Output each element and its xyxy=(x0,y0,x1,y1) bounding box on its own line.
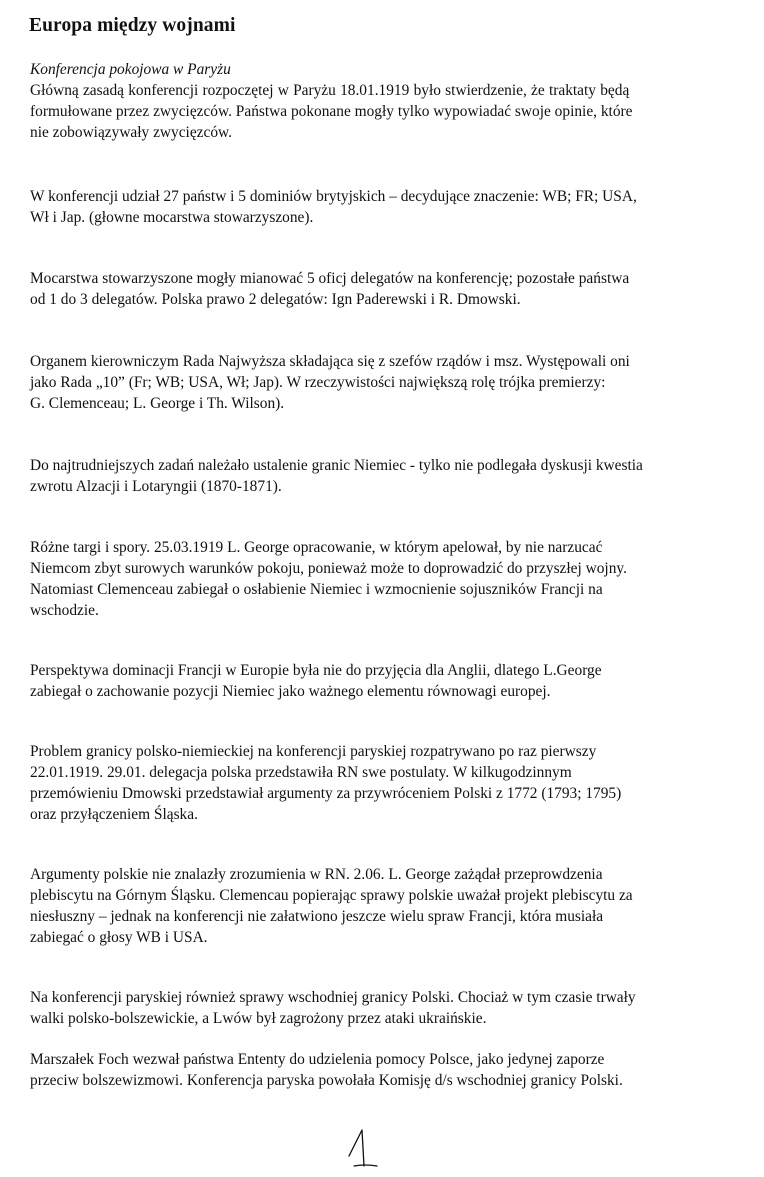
section-title: Konferencja pokojowa w Paryżu xyxy=(30,61,231,78)
paragraph xyxy=(30,741,750,825)
text-line: Wł i Jap. (głowne mocarstwa stowarzyszone). xyxy=(30,209,314,226)
text-line: Organem kierowniczym Rada Najwyższa składająca się z szefów rządów i msz. Występowali oni xyxy=(30,353,630,370)
text-line: wschodzie. xyxy=(30,602,99,619)
paragraph xyxy=(30,864,750,948)
text-line: Natomiast Clemenceau zabiegał o osłabienie Niemiec i wzmocnienie sojuszników Francji na xyxy=(30,581,603,598)
handwritten-page-number-glyph xyxy=(343,1126,383,1172)
text-line: formułowane przez zwycięzców. Państwa pokonane mogły tylko wypowiadać swoje opinie, które xyxy=(30,103,633,120)
text-line: 22.01.1919. 29.01. delegacja polska przedstawiła RN swe postulaty. W kilkugodzinnym xyxy=(30,764,572,781)
text-line: zwrotu Alzacji i Lotaryngii (1870-1871). xyxy=(30,478,282,495)
document-title: Europa między wojnami xyxy=(29,15,236,36)
text-line: walki polsko-bolszewickie, a Lwów był zagrożony przez ataki ukraińskie. xyxy=(30,1010,487,1027)
text-line: nie zobowiązywały zwycięzców. xyxy=(30,124,232,141)
paragraph xyxy=(30,1049,750,1091)
text-line: przemówieniu Dmowski przedstawiał argumenty za przywróceniem Polski z 1772 (1793; 1795) xyxy=(30,785,622,802)
text-line: plebiscytu na Górnym Śląsku. Clemencau popierając sprawy polskie uważał projekt plebiscytu za xyxy=(30,887,633,904)
paragraph xyxy=(30,80,750,143)
text-line: Niemcom zbyt surowych warunków pokoju, ponieważ może to doprowadzić do przyszłej wojny. xyxy=(30,560,627,577)
text-line: Główną zasadą konferencji rozpoczętej w Paryżu 18.01.1919 było stwierdzenie, że traktaty będą xyxy=(30,82,630,99)
text-line: niesłuszny – jednak na konferencji nie załatwiono jeszcze wielu spraw Francji, która musiała xyxy=(30,908,604,925)
text-line: Problem granicy polsko-niemieckiej na konferencji paryskiej rozpatrywano po raz pierwszy xyxy=(30,743,597,760)
paragraph xyxy=(30,537,750,621)
paragraph xyxy=(30,455,750,497)
text-line: zabiegał o zachowanie pozycji Niemiec jako ważnego elementu równowagi europej. xyxy=(30,683,551,700)
text-line: Argumenty polskie nie znalazły zrozumienia w RN. 2.06. L. George zażądał przeprowdzenia xyxy=(30,866,603,883)
paragraph xyxy=(30,660,750,702)
text-line: W konferencji udział 27 państw i 5 dominiów brytyjskich – decydujące znaczenie: WB; FR; USA, xyxy=(30,188,637,205)
paragraph xyxy=(30,186,750,228)
text-line: przeciw bolszewizmowi. Konferencja paryska powołała Komisję d/s wschodniej granicy Polski. xyxy=(30,1072,623,1089)
text-line: G. Clemenceau; L. George i Th. Wilson). xyxy=(30,395,285,412)
text-line: Do najtrudniejszych zadań należało ustalenie granic Niemiec - tylko nie podlegała dyskusji kwestia xyxy=(30,457,643,474)
paragraph xyxy=(30,351,750,414)
text-line: Marszałek Foch wezwał państwa Ententy do udzielenia pomocy Polsce, jako jedynej zaporze xyxy=(30,1051,605,1068)
text-line: oraz przyłączeniem Śląska. xyxy=(30,806,198,823)
text-line: Na konferencji paryskiej również sprawy wschodniej granicy Polski. Chociaż w tym czasie trwały xyxy=(30,989,636,1006)
text-line: Perspektywa dominacji Francji w Europie była nie do przyjęcia dla Anglii, dlatego L.George xyxy=(30,662,602,679)
text-line: Mocarstwa stowarzyszone mogły mianować 5 oficj delegatów na konferencję; pozostałe państwa xyxy=(30,270,630,287)
handwritten-page-number xyxy=(343,1126,383,1172)
text-line: Różne targi i spory. 25.03.1919 L. George opracowanie, w którym apelował, by nie narzucać xyxy=(30,539,603,556)
text-line: jako Rada „10” (Fr; WB; USA, Wł; Jap). W rzeczywistości największą rolę trójka premierzy: xyxy=(30,374,606,391)
text-line: od 1 do 3 delegatów. Polska prawo 2 delegatów: Ign Paderewski i R. Dmowski. xyxy=(30,291,521,308)
paragraph xyxy=(30,987,750,1029)
paragraph xyxy=(30,268,750,310)
text-line: zabiegać o głosy WB i USA. xyxy=(30,929,208,946)
